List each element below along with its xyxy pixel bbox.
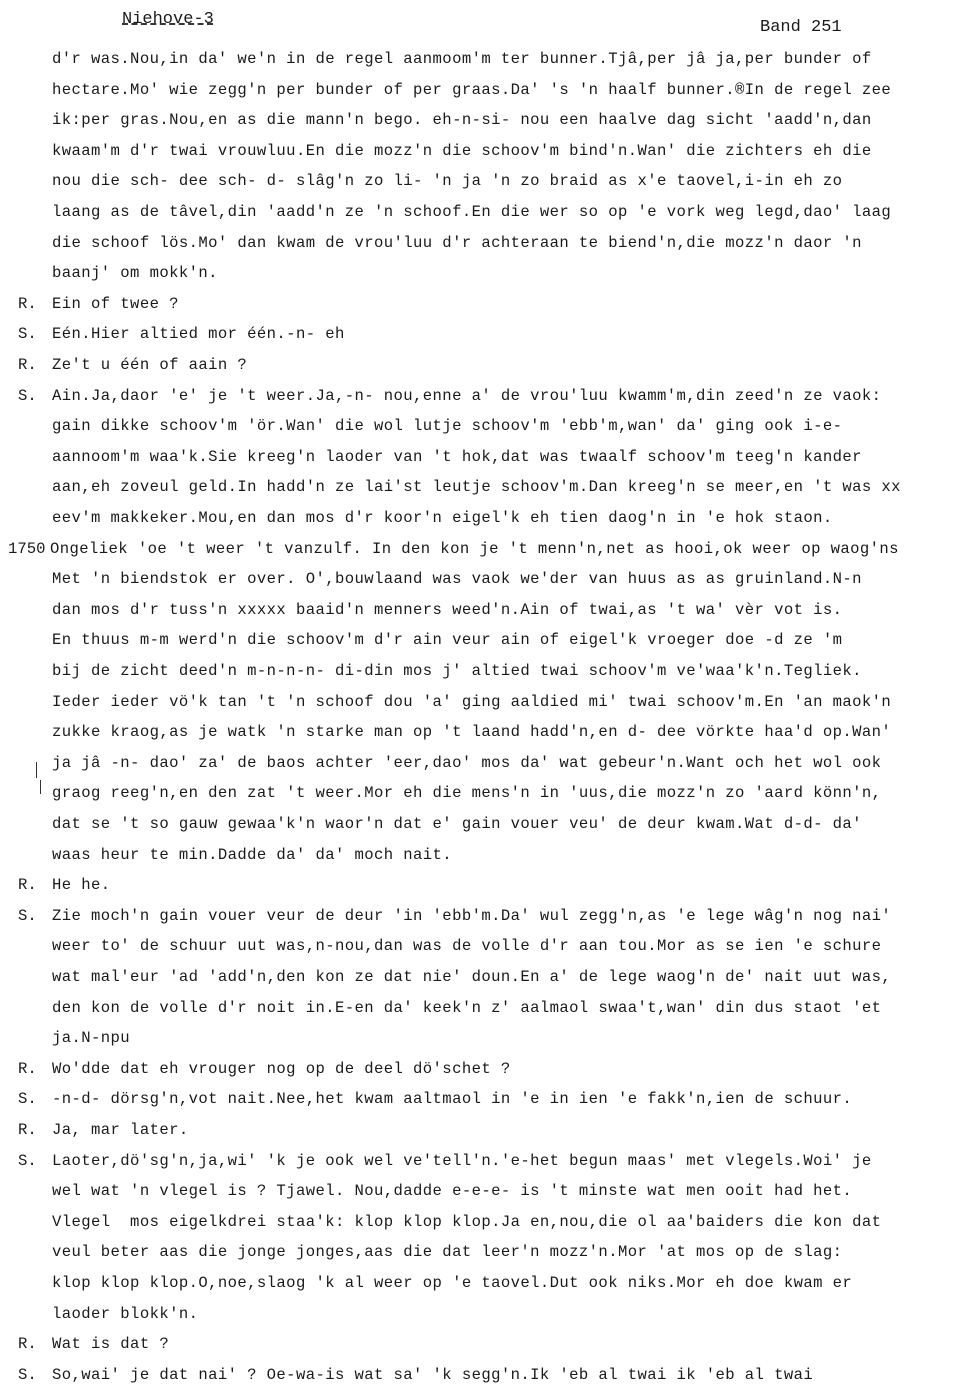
transcript-line: die schoof lös.Mo' dan kwam de vrou'luu d'r achteraan te biend'n,die mozz'n daor 'n <box>52 233 862 252</box>
transcript-line: ja jâ -n- dao' za' de baos achter 'eer,dao' mos da' wat gebeur'n.Want och het wol ook <box>52 753 882 772</box>
speaker-label: 1750 <box>8 539 46 558</box>
transcript-line: Ieder ieder vö'k tan 't 'n schoof dou 'a' ging aaldied mi' twai schoov'm.En 'an maok'n <box>52 692 892 711</box>
transcript-line: Vlegel mos eigelkdrei staa'k: klop klop klop.Ja en,nou,die ol aa'baiders die kon dat <box>52 1212 882 1231</box>
transcript-line: weer to' de schuur uut was,n-nou,dan was de volle d'r aan tou.Mor as se ien 'e schure <box>52 937 882 956</box>
transcript-line: zukke kraog,as je watk 'n starke man op 't laand hadd'n,en d- dee vörkte haa'd op.Wan' <box>52 723 892 742</box>
transcript-line: So,wai' je dat nai' ? Oe-wa-is wat sa' 'k segg'n.Ik 'eb al twai ik 'eb al twai <box>52 1365 814 1384</box>
speaker-label: R. <box>18 876 37 895</box>
transcript-line: Ein of twee ? <box>52 294 179 313</box>
margin-mark <box>40 780 41 794</box>
transcript-line: -n-d- dörsg'n,vot nait.Nee,het kwam aaltmaol in 'e in ien 'e fakk'n,ien de schuur. <box>52 1090 853 1109</box>
transcript-line: Met 'n biendstok er over. O',bouwlaand was vaok we'der van huus as as gruinland.N-n <box>52 570 862 589</box>
speaker-label: S. <box>18 1090 37 1109</box>
speaker-label: R. <box>18 356 37 374</box>
transcript-line: d'r was.Nou,in da' we'n in de regel aanmoom'm ter bunner.Tjâ,per jâ ja,per bunder of <box>52 50 872 68</box>
transcript-line: graog reeg'n,en den zat 't weer.Mor eh die mens'n in 'uus,die mozz'n zo 'aard könn'n, <box>52 784 882 803</box>
transcript-line: En thuus m-m werd'n die schoov'm d'r ain veur ain of eigel'k vroeger doe -d ze 'm <box>52 631 843 650</box>
transcript-line: veul beter aas die jonge jonges,aas die dat leer'n mozz'n.Mor 'at mos op de slag: <box>52 1243 843 1262</box>
transcript-line: klop klop klop.O,noe,slaog 'k al weer op 'e taovel.Dut ook niks.Mor eh doe kwam er <box>52 1274 853 1292</box>
speaker-label: S. <box>18 386 37 405</box>
transcript-line: ik:per gras.Nou,en as die mann'n bego. eh-n-si- nou een haalve dag sicht 'aadd'n,dan <box>52 111 872 130</box>
transcript-line: eev'm makkeker.Mou,en dan mos d'r koor'n eigel'k eh tien daog'n in 'e hok staon. <box>52 509 833 527</box>
transcript-line: aan,eh zoveul geld.In hadd'n ze lai'st leutje schoov'm.Dan kreeg'n se meer,en 't was xx <box>52 478 901 497</box>
transcript-line: He he. <box>52 876 111 895</box>
transcript-line: Ja, mar later. <box>52 1121 189 1139</box>
speaker-label: S. <box>18 1151 37 1170</box>
transcript-line: Wat is dat ? <box>52 1335 170 1354</box>
transcript-line: baanj' om mokk'n. <box>52 264 218 283</box>
speaker-label: R. <box>18 1335 37 1354</box>
transcript-line: Eén.Hier altied mor één.-n- eh <box>52 325 345 344</box>
transcript-line: dan mos d'r tuss'n xxxxx baaid'n menners weed'n.Ain of twai,as 't wa' vèr vot is. <box>52 600 843 619</box>
speaker-label: S. <box>18 906 37 925</box>
transcript-line: kwaam'm d'r twai vrouwluu.En die mozz'n die schoov'm bind'n.Wan' die zichters eh die <box>52 141 872 160</box>
transcript-line: Zie moch'n gain vouer veur de deur 'in 'ebb'm.Da' wul zegg'n,as 'e lege wâg'n nog nai' <box>52 906 892 925</box>
transcript-line: Ze't u één of aain ? <box>52 356 248 374</box>
transcript-line: ja.N-npu <box>52 1029 131 1048</box>
transcript-line: nou die sch- dee sch- d- slâg'n zo li- 'n ja 'n zo braid as x'e taovel,i-in eh zo <box>52 172 843 191</box>
transcript-line: aannoom'm waa'k.Sie kreeg'n laoder van 't hok,dat was twaalf schoov'm teeg'n kander <box>52 447 862 466</box>
transcript-line: Ain.Ja,daor 'e' je 't weer.Ja,-n- nou,enne a' de vrou'luu kwamm'm,din zeed'n ze vaok: <box>52 386 882 405</box>
transcript-line: dat se 't so gauw gewaa'k'n waor'n dat e' gain vouer veu' de deur kwam.Wat d-d- da' <box>52 815 862 833</box>
transcript-line: Wo'dde dat eh vrouger nog op de deel dö'schet ? <box>52 1059 511 1078</box>
speaker-label: S. <box>18 1365 37 1384</box>
margin-mark <box>36 762 37 778</box>
speaker-label: S. <box>18 325 37 344</box>
transcript-line: wel wat 'n vlegel is ? Tjawel. Nou,dadde e-e-e- is 't minste wat men ooit had het. <box>52 1182 853 1201</box>
transcript-line: den kon de volle d'r noit in.E-en da' keek'n z' aalmaol swaa't,wan' din dus staot 'et <box>52 998 882 1017</box>
transcript-line: wat mal'eur 'ad 'add'n,den kon ze dat nie' doun.En a' de lege waog'n de' nait uut was, <box>52 968 892 986</box>
transcript-line: Ongeliek 'oe 't weer 't vanzulf. In den kon je 't menn'n,net as hooi,ok weer op waog'ns <box>50 539 899 558</box>
transcript-line: bij de zicht deed'n m-n-n-n- di-din mos j' altied twai schoov'm ve'waa'k'n.Tegliek. <box>52 662 862 680</box>
page-title: Niehove-3 <box>122 10 214 29</box>
speaker-label: R. <box>18 1121 37 1139</box>
transcript-line: hectare.Mo' wie zegg'n per bunder of per graas.Da' 's 'n haalf bunner.®In de regel zee <box>52 80 892 99</box>
transcript-line: gain dikke schoov'm 'ör.Wan' die wol lutje schoov'm 'ebb'm,wan' da' ging ook i-e- <box>52 417 843 436</box>
transcript-line: laang as de tâvel,din 'aadd'n ze 'n schoof.En die wer so op 'e vork weg legd,dao' laag <box>52 203 892 221</box>
band-label: Band 251 <box>760 18 842 37</box>
transcript-line: waas heur te min.Dadde da' da' moch nait. <box>52 845 453 864</box>
speaker-label: R. <box>18 1059 37 1078</box>
speaker-label: R. <box>18 294 37 313</box>
transcript-line: Laoter,dö'sg'n,ja,wi' 'k je ook wel ve'tell'n.'e-het begun maas' met vlegels.Woi' je <box>52 1151 872 1170</box>
transcript-line: laoder blokk'n. <box>52 1304 199 1323</box>
